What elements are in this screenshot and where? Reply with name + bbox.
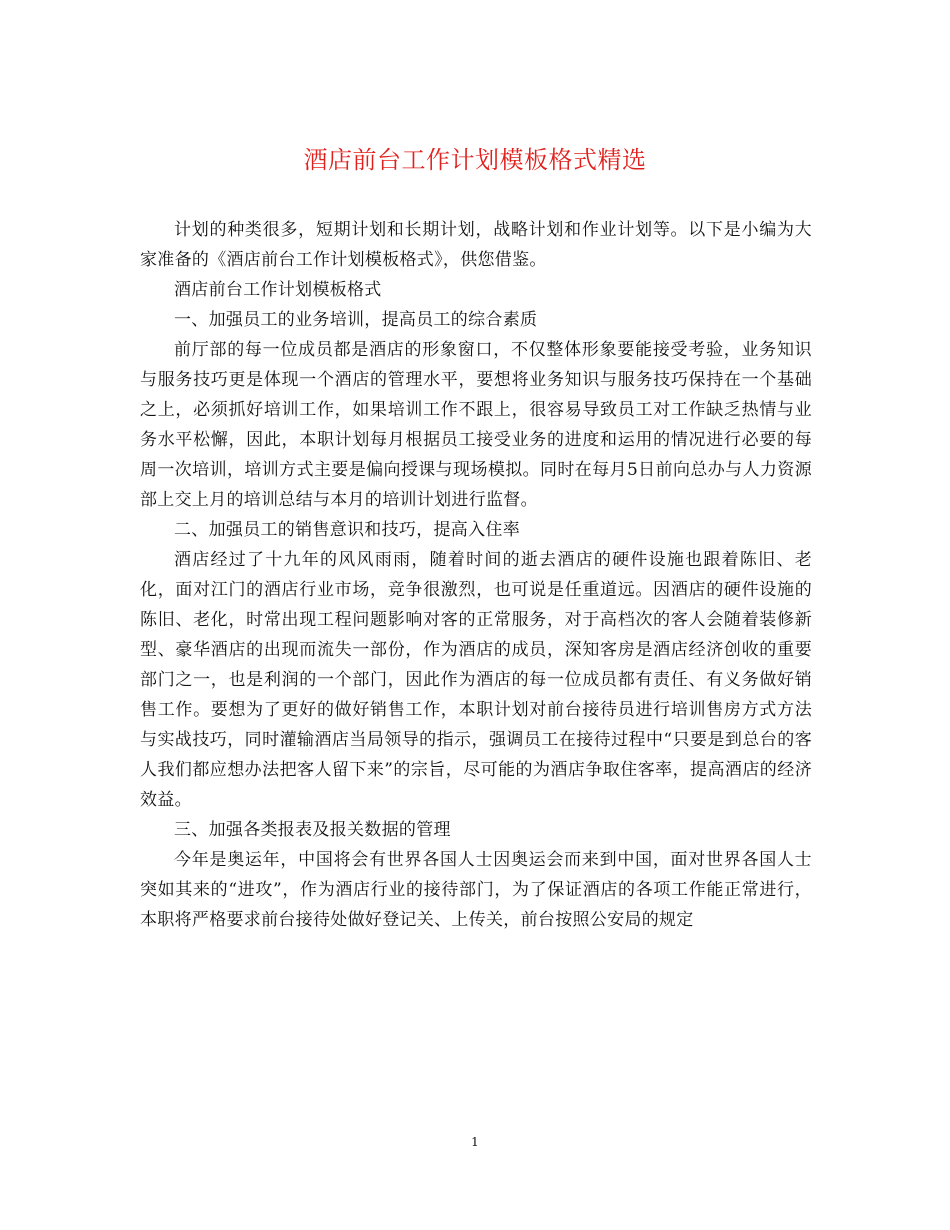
document-title: 酒店前台工作计划模板格式精选 bbox=[303, 146, 647, 174]
item-2-heading: 二、加强员工的销售意识和技巧，提高入住率 bbox=[174, 520, 520, 540]
item-1-heading: 一、加强员工的业务培训，提高员工的综合素质 bbox=[174, 310, 538, 330]
item-1-body: 前厅部的每一位成员都是酒店的形象窗口，不仅整体形象要能接受考验，业务知识与服务技巧更是体现一个酒店的管理水平，要想将业务知识与服务技巧保持在一个基础之上，必须抓好培训工作，如果培训工作不跟上，很容易导致员工对工作缺乏热情与业务水平松懈，因此，本职计划每月根据员工接受业务的进度和运用的情况进行必要的每周一次培训，培训方式主要是偏向授课与现场模拟。同时在每月5日前向总办与人力资源部上交上月的培训总结与本月的培训计划进行监督。 bbox=[140, 340, 812, 510]
document-body bbox=[140, 215, 812, 935]
section-heading: 酒店前台工作计划模板格式 bbox=[174, 280, 382, 300]
intro-paragraph: 计划的种类很多，短期计划和长期计划，战略计划和作业计划等。以下是小编为大家准备的《酒店前台工作计划模板格式》，供您借鉴。 bbox=[140, 220, 812, 270]
item-3-body: 今年是奥运年，中国将会有世界各国人士因奥运会而来到中国，面对世界各国人士突如其来的“进攻”，作为酒店行业的接待部门，为了保证酒店的各项工作能正常进行，本职将严格要求前台接待处做好登记关、上传关，前台按照公安局的规定 bbox=[140, 850, 812, 930]
item-2-body: 酒店经过了十九年的风风雨雨，随着时间的逝去酒店的硬件设施也跟着陈旧、老化，面对江门的酒店行业市场，竞争很激烈，也可说是任重道远。因酒店的硬件设施的陈旧、老化，时常出现工程问题影响对客的正常服务，对于高档次的客人会随着装修新型、豪华酒店的出现而流失一部份，作为酒店的成员，深知客房是酒店经济创收的重要部门之一，也是利润的一个部门，因此作为酒店的每一位成员都有责任、有义务做好销售工作。要想为了更好的做好销售工作，本职计划对前台接待员进行培训售房方式方法与实战技巧，同时灌输酒店当局领导的指示，强调员工在接待过程中“只要是到总台的客人我们都应想办法把客人留下来”的宗旨，尽可能的为酒店争取住客率，提高酒店的经济效益。 bbox=[140, 550, 812, 810]
item-3-heading: 三、加强各类报表及报关数据的管理 bbox=[174, 820, 451, 840]
page-number: 1 bbox=[471, 1135, 479, 1149]
